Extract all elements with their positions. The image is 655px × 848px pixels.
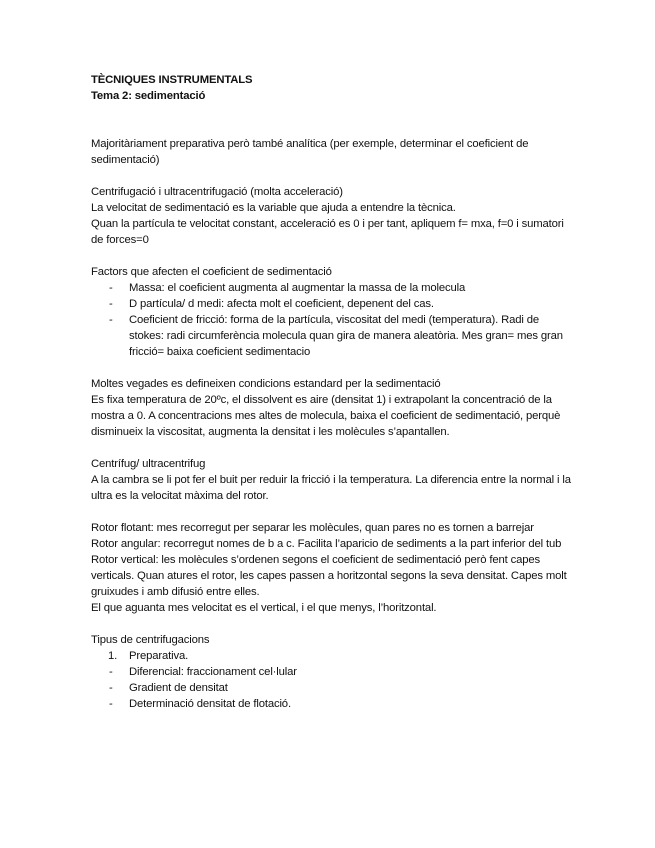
list-item <box>91 664 571 680</box>
document-title: TÈCNIQUES INSTRUMENTALS <box>91 74 253 86</box>
list-item <box>91 296 571 312</box>
list-item-text: Coeficient de fricció: forma de la partícula, viscositat del medi (temperatura). Radi de stokes: radi circumferència molecula quan gira de manera aleatòria. Mes gran= mes gran fricció= baixa coeficient sedimentacio <box>129 314 563 358</box>
rotor-angular: Rotor angular: recorregut nomes de b a c. Facilita l’aparicio de sediments a la part inferior del tub <box>91 538 562 550</box>
list-item-text: Diferencial: fraccionament cel·lular <box>129 666 297 678</box>
list-item-text: D partícula/ d medi: afecta molt el coeficient, depenent del cas. <box>129 298 434 310</box>
centrifugation-line-2: Quan la partícula te velocitat constant, acceleració es 0 i per tant, apliquem f= mxa, f=0 i sumatori de forces=0 <box>91 218 564 246</box>
list-item-text: Massa: el coeficient augmenta al augmentar la massa de la molecula <box>129 282 466 294</box>
rotor-vertical: Rotor vertical: les molècules s’ordenen segons el coeficient de sedimentació però fent capes verticals. Quan atures el rotor, les capes passen a horitzontal segons la seva densitat. Capes molt gruixudes i amb difusió entre elles. <box>91 554 567 598</box>
types-numbered-list <box>91 648 571 664</box>
list-item <box>91 696 571 712</box>
list-item <box>91 280 571 296</box>
dash-marker: - <box>109 682 113 694</box>
factors-heading: Factors que afecten el coeficient de sedimentació <box>91 266 332 278</box>
dash-marker: - <box>109 666 113 678</box>
dash-marker: - <box>109 314 113 326</box>
dash-marker: - <box>109 298 113 310</box>
standard-paragraph: Es fixa temperatura de 20ºc, el dissolvent es aire (densitat 1) i extrapolant la concentració de la mostra a 0. A concentracions mes altes de molecula, baixa el coeficient de sedimentació, perquè disminueix la viscositat, augmenta la densitat i les molècules s’apantallen. <box>91 394 561 438</box>
rotor-floating: Rotor flotant: mes recorregut per separar les molècules, quan pares no es tornen a barrejar <box>91 522 534 534</box>
centrifug-heading: Centrífug/ ultracentrifug <box>91 458 206 470</box>
types-list <box>91 664 571 712</box>
list-item-text: Determinació densitat de flotació. <box>129 698 291 710</box>
centrifug-paragraph: A la cambra se li pot fer el buit per reduir la fricció i la temperatura. La diferencia entre la normal i la ultra es la velocitat màxima del rotor. <box>91 474 571 502</box>
list-item <box>91 680 571 696</box>
document-subtitle: Tema 2: sedimentació <box>91 90 206 102</box>
factors-list <box>91 280 571 360</box>
list-item <box>91 312 571 360</box>
intro-paragraph: Majoritàriament preparativa però també analítica (per exemple, determinar el coeficient de sedimentació) <box>91 138 529 166</box>
dash-marker: - <box>109 698 113 710</box>
centrifugation-heading: Centrifugació i ultracentrifugació (molta acceleració) <box>91 186 343 198</box>
document-page <box>91 72 571 712</box>
list-item-text: Gradient de densitat <box>129 682 228 694</box>
standard-heading: Moltes vegades es defineixen condicions estandard per la sedimentació <box>91 378 441 390</box>
list-item-text: Preparativa. <box>129 650 189 662</box>
number-marker: 1. <box>108 650 118 662</box>
types-heading: Tipus de centrifugacions <box>91 634 210 646</box>
dash-marker: - <box>109 282 113 294</box>
list-item <box>91 648 571 664</box>
rotor-summary: El que aguanta mes velocitat es el vertical, i el que menys, l’horitzontal. <box>91 602 437 614</box>
centrifugation-line-1: La velocitat de sedimentació es la variable que ajuda a entendre la tècnica. <box>91 202 456 214</box>
